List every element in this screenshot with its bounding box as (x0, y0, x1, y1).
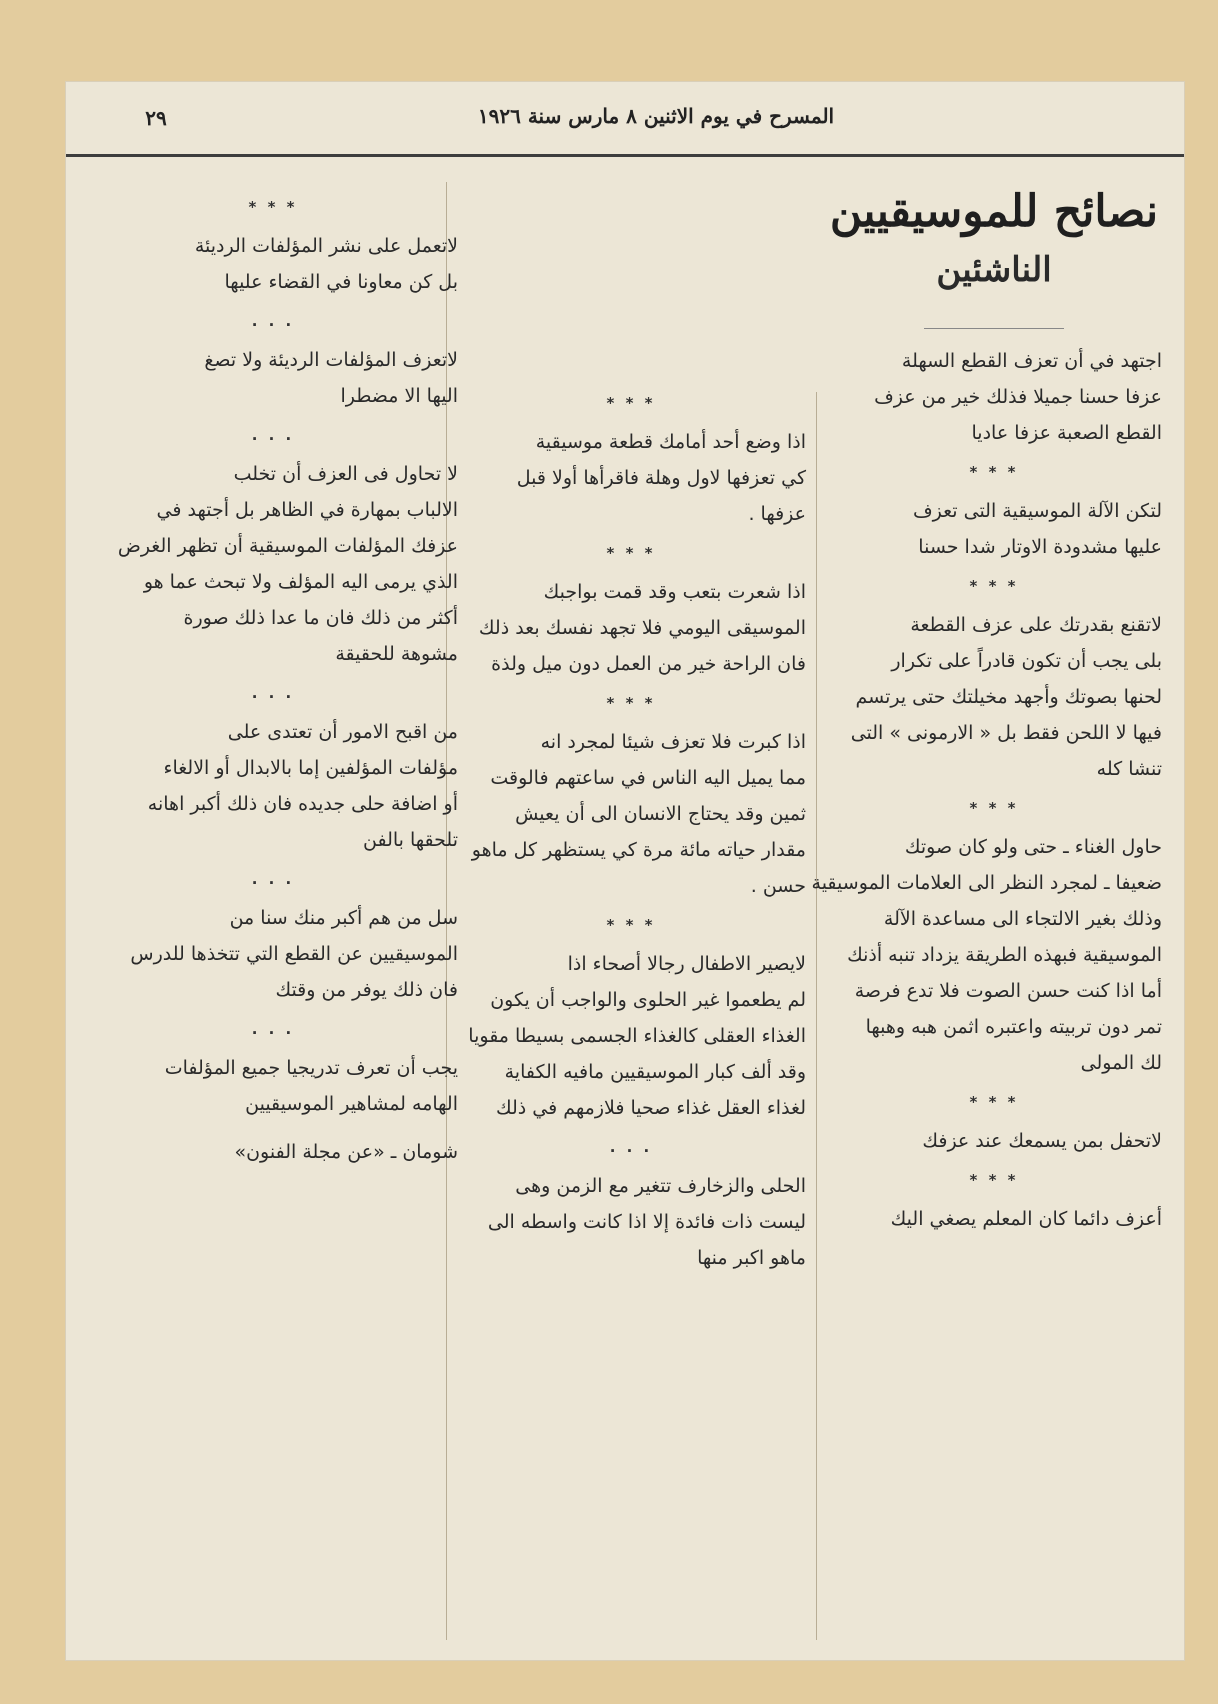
text-line: سل من هم أكبر منك سنا من (229, 907, 458, 929)
title-rule (924, 328, 1064, 329)
text-line: يجب أن تعرف تدريجيا جميع المؤلفات (164, 1057, 458, 1079)
section-separator: * * * (606, 544, 656, 562)
text-line: فان ذلك يوفر من وقتك (275, 979, 458, 1001)
text-line: ماهو اكبر منها (697, 1247, 806, 1269)
section-separator: * * * (969, 577, 1019, 595)
text-line: لاتقنع بقدرتك على عزف القطعة (910, 614, 1162, 636)
text-line: القطع الصعبة عزفا عاديا (971, 422, 1162, 444)
advice-block (826, 1087, 1162, 1159)
advice-block (456, 910, 806, 1126)
text-line: تلحقها بالفن (363, 829, 458, 851)
text-line: عليها مشدودة الاوتار شدا حسنا (918, 536, 1162, 558)
text-line: الالباب بمهارة في الظاهر بل أجتهد في (156, 499, 458, 521)
text-line: الحلى والزخارف تتغير مع الزمن وهى (515, 1175, 806, 1197)
page-number: ٢٩ (145, 106, 167, 130)
section-separator: * * * (248, 198, 298, 216)
text-line: الموسيقى اليومي فلا تجهد نفسك بعد ذلك (478, 617, 806, 639)
advice-block (826, 457, 1162, 565)
article-title: نصائح للموسيقيين (829, 186, 1159, 237)
text-line: أعزف دائما كان المعلم يصغي اليك (890, 1208, 1162, 1230)
text-line: لا تحاول فى العزف أن تخلب (233, 463, 458, 485)
text-line: لغذاء العقل غذاء صحيا فلازمهم في ذلك (495, 1097, 806, 1119)
section-separator: * * * (606, 394, 656, 412)
text-line: اذا كبرت فلا تعزف شيئا لمجرد انه (540, 731, 806, 753)
column-left-body (88, 192, 458, 1122)
text-line: بل كن معاونا في القضاء عليها (224, 271, 458, 293)
advice-block (88, 864, 458, 1008)
section-separator: * * * (606, 694, 656, 712)
advice-block (456, 1132, 806, 1276)
column-divider-right (816, 392, 817, 1640)
advice-block (88, 678, 458, 858)
text-line: من اقبح الامور أن تعتدى على (227, 721, 458, 743)
section-separator: * * * (969, 1093, 1019, 1111)
text-line: ثمين وقد يحتاج الانسان الى أن يعيش (515, 803, 806, 825)
header-rule (66, 154, 1184, 157)
text-line: الهامه لمشاهير الموسيقيين (245, 1093, 458, 1115)
text-line: لايصير الاطفال رجالا أصحاء اذا (567, 953, 806, 975)
section-separator: * * * (606, 916, 656, 934)
text-line: فان الراحة خير من العمل دون ميل ولذة (491, 653, 806, 675)
text-line: لك المولى (1080, 1052, 1162, 1074)
column-right (811, 182, 1162, 1237)
advice-block (88, 192, 458, 300)
advice-block (826, 1165, 1162, 1237)
text-line: الغذاء العقلى كالغذاء الجسمى بسيطا مقويا (468, 1025, 806, 1047)
text-line: بلى يجب أن تكون قادراً على تكرار (891, 650, 1162, 672)
text-line: اذا شعرت بتعب وقد قمت بواجبك (543, 581, 806, 603)
text-line: حاول الغناء ـ حتى ولو كان صوتك (904, 836, 1162, 858)
text-line: اجتهد في أن تعزف القطع السهلة (901, 350, 1162, 372)
section-separator: . . . (251, 1020, 295, 1038)
advice-block (456, 388, 806, 532)
text-line: ضعيفا ـ لمجرد النظر الى العلامات الموسيقية (811, 872, 1162, 894)
text-line: ليست ذات فائدة إلا اذا كانت واسطه الى (487, 1211, 806, 1233)
text-line: اذا وضع أحد أمامك قطعة موسيقية (535, 431, 806, 453)
section-separator: * * * (969, 799, 1019, 817)
text-line: مؤلفات المؤلفين إما بالابدال أو الالغاء (163, 757, 458, 779)
text-line: الموسيقية فبهذه الطريقة يزداد تنبه أذنك (847, 944, 1162, 966)
text-line: لحنها بصوتك وأجهد مخيلتك حتى يرتسم (855, 686, 1162, 708)
advice-block (456, 538, 806, 682)
text-line: تنشا كله (1096, 758, 1162, 780)
text-line: لم يطعموا غير الحلوى والواجب أن يكون (490, 989, 806, 1011)
advice-block (88, 306, 458, 414)
text-line: اليها الا مضطرا (340, 385, 458, 407)
section-separator: . . . (251, 870, 295, 888)
issue-date-line: المسرح في يوم الاثنين ٨ مارس سنة ١٩٢٦ (477, 104, 835, 128)
section-separator: . . . (251, 684, 295, 702)
text-line: لاتحفل بمن يسمعك عند عزفك (922, 1130, 1162, 1152)
column-middle (456, 382, 806, 1276)
text-line: وذلك بغير الالتجاء الى مساعدة الآلة (883, 908, 1162, 930)
text-line: أما اذا كنت حسن الصوت فلا تدع فرصة (854, 980, 1162, 1002)
text-line: أو اضافة حلى جديده فان ذلك أكبر اهانه (147, 793, 458, 815)
text-line: لاتعزف المؤلفات الرديئة ولا تصغ (204, 349, 458, 371)
advice-block (826, 571, 1162, 787)
text-line: أكثر من ذلك فان ما عدا ذلك صورة (183, 607, 458, 629)
column-left (88, 186, 458, 1170)
column-middle-body (456, 388, 806, 1276)
text-line: الموسيقيين عن القطع التي تتخذها للدرس (130, 943, 458, 965)
text-line: لتكن الآلة الموسيقية التى تعزف (912, 500, 1162, 522)
advice-block (811, 793, 1162, 1081)
section-separator: * * * (969, 463, 1019, 481)
text-line: عزفك المؤلفات الموسيقية أن تظهر الغرض (117, 535, 458, 557)
article-subtitle: الناشئين (936, 250, 1052, 290)
text-line: عزفها . (748, 503, 806, 525)
text-line: مشوهة للحقيقة (335, 643, 458, 665)
text-line: مما يميل اليه الناس في ساعتهم فالوقت (490, 767, 806, 789)
section-separator: . . . (251, 312, 295, 330)
section-separator: . . . (251, 426, 295, 444)
text-line: حسن . (750, 875, 806, 897)
text-line: فيها لا اللحن فقط بل « الارمونى » التى (850, 722, 1162, 744)
article-signature: شومان ـ «عن مجلة الفنون» (234, 1141, 458, 1163)
advice-block (88, 420, 458, 672)
text-line: مقدار حياته مائة مرة كي يستظهر كل ماهو (471, 839, 806, 861)
advice-block (456, 688, 806, 904)
column-right-body (811, 343, 1162, 1237)
text-line: لاتعمل على نشر المؤلفات الرديئة (194, 235, 458, 257)
text-line: تمر دون تربيته واعتبره اثمن هبه وهبها (865, 1016, 1162, 1038)
advice-block (826, 343, 1162, 451)
section-separator: * * * (969, 1171, 1019, 1189)
text-line: الذي يرمى اليه المؤلف ولا تبحث عما هو (143, 571, 458, 593)
text-line: كي تعزفها لاول وهلة فاقرأها أولا قبل (516, 467, 806, 489)
section-separator: . . . (609, 1138, 653, 1156)
advice-block (88, 1014, 458, 1122)
newspaper-page (66, 82, 1184, 1660)
text-line: وقد ألف كبار الموسيقيين مافيه الكفاية (504, 1061, 806, 1083)
text-line: عزفا حسنا جميلا فذلك خير من عزف (874, 386, 1162, 408)
